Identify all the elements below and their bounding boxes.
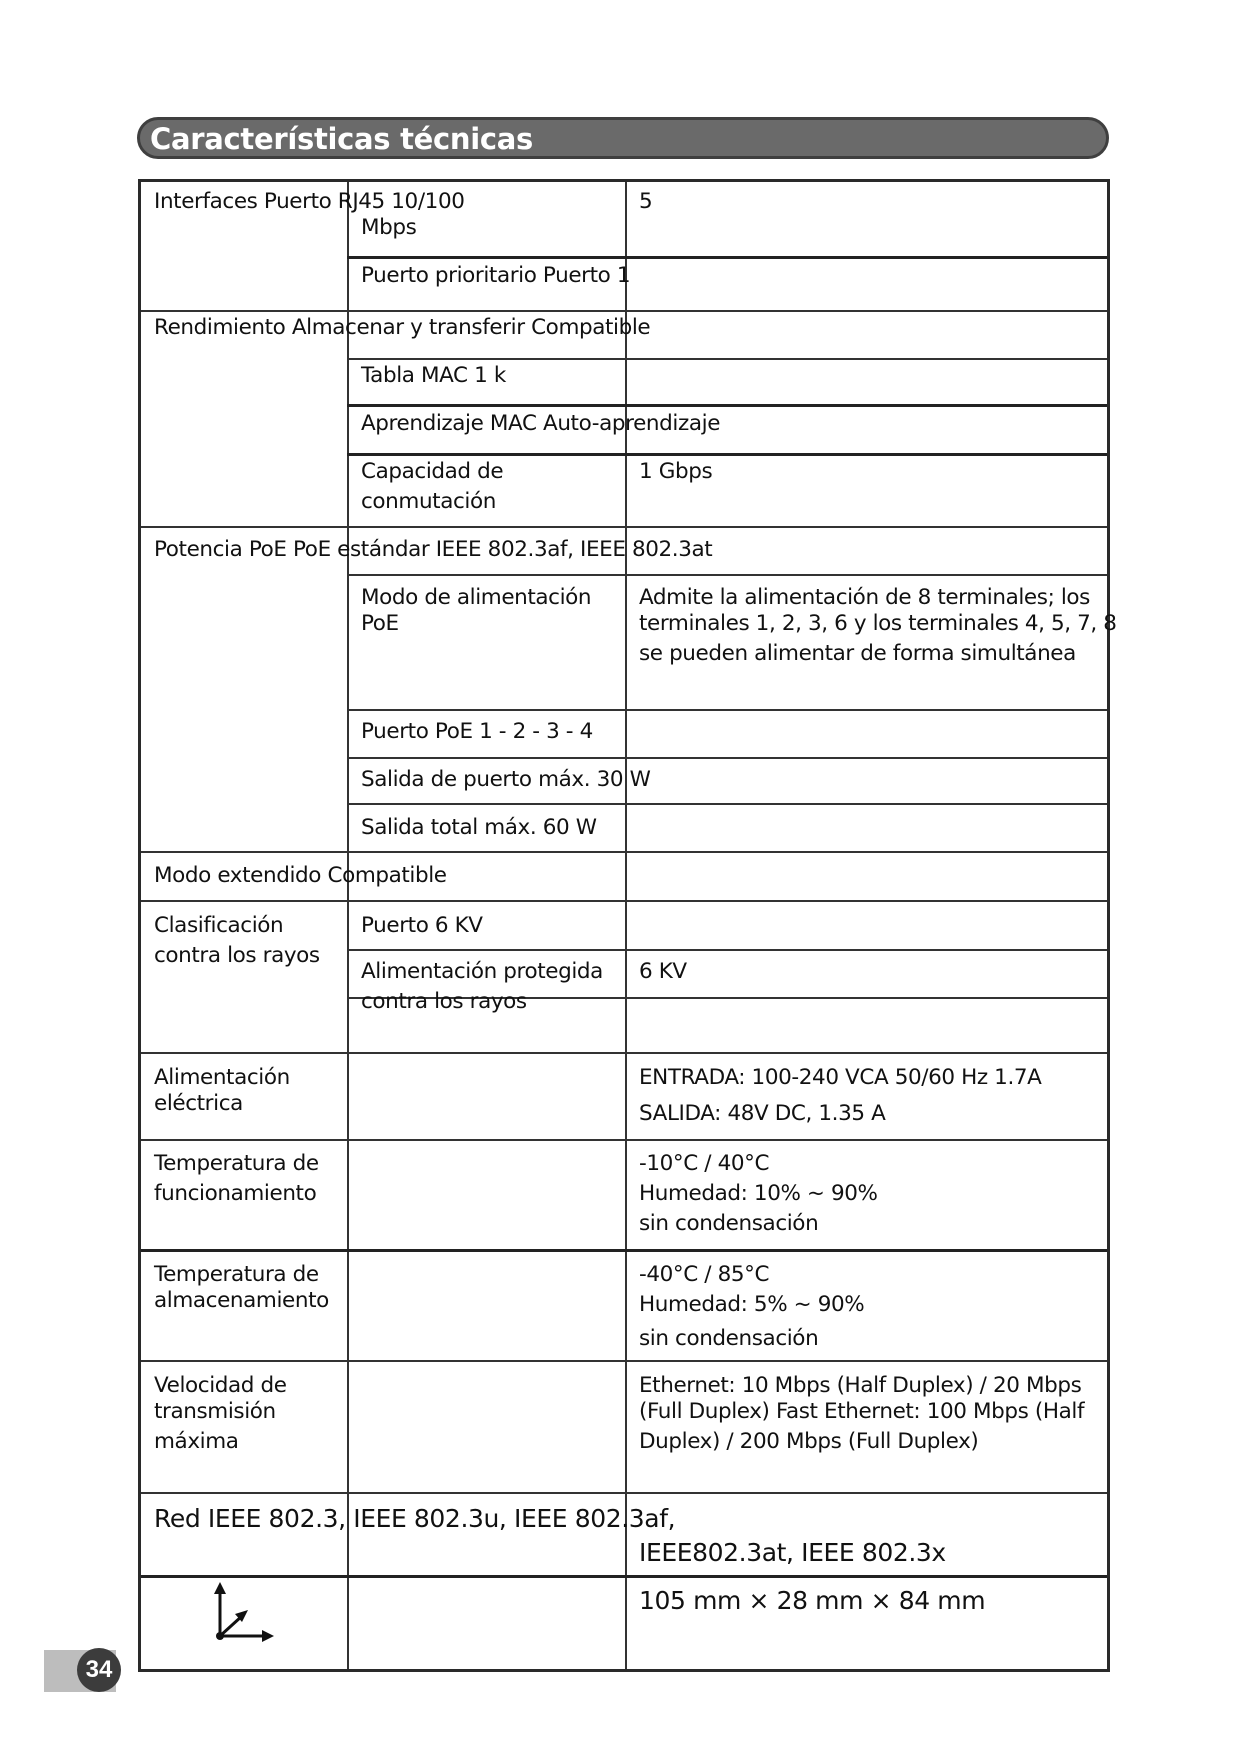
row-divider [141, 1139, 1107, 1141]
lightning-label-line2: contra los rayos [154, 943, 320, 968]
poe-total-output: Salida total máx. 60 W [361, 815, 597, 840]
speed-label-line1: Velocidad de [154, 1373, 287, 1398]
poe-mode-value-line2: terminales 1, 2, 3, 6 y los terminales 4, 5, 7, 8 [639, 611, 1117, 636]
page-number: 34 [77, 1648, 121, 1692]
section-header [137, 117, 1109, 159]
lightning-label-line1: Clasificación [154, 913, 284, 938]
row-divider [141, 1052, 1107, 1054]
row-divider [141, 1492, 1107, 1494]
mac-table: Tabla MAC 1 k [361, 363, 506, 388]
subrow-divider [347, 256, 1107, 259]
poe-port: Puerto PoE 1 - 2 - 3 - 4 [361, 719, 593, 744]
operating-temp-value-line2: Humedad: 10% ~ 90% [639, 1181, 878, 1206]
operating-temp-value-line1: -10°C / 40°C [639, 1151, 770, 1176]
lightning-power-value: 6 KV [639, 959, 687, 984]
power-supply-value-line2: SALIDA: 48V DC, 1.35 A [639, 1101, 886, 1126]
priority-port: Puerto prioritario Puerto 1 [361, 263, 631, 288]
operating-temp-label-line2: funcionamiento [154, 1181, 317, 1206]
speed-value-line3: Duplex) / 200 Mbps (Full Duplex) [639, 1429, 979, 1454]
lightning-power-line2: contra los rayos [361, 989, 527, 1014]
poe-mode-value-line1: Admite la alimentación de 8 terminales; los [639, 585, 1090, 610]
subrow-divider [347, 358, 1107, 360]
interfaces-sub1-line2: Mbps [361, 215, 417, 240]
power-supply-value-line1: ENTRADA: 100-240 VCA 50/60 Hz 1.7A [639, 1065, 1042, 1090]
row-divider [141, 1360, 1107, 1362]
network-label: Red IEEE 802.3, IEEE 802.3u, IEEE 802.3af, [154, 1504, 676, 1533]
speed-label-line3: máxima [154, 1429, 239, 1454]
subrow-divider [347, 803, 1107, 805]
power-supply-label-line2: eléctrica [154, 1091, 243, 1116]
speed-value-line2: (Full Duplex) Fast Ethernet: 100 Mbps (Half [639, 1399, 1085, 1424]
mac-learning: Aprendizaje MAC Auto-aprendizaje [361, 411, 721, 436]
dimensions-axis-icon [208, 1580, 278, 1648]
performance-label: Rendimiento Almacenar y transferir Compatible [154, 315, 651, 340]
storage-temp-value-line2: Humedad: 5% ~ 90% [639, 1292, 865, 1317]
power-supply-label-line1: Alimentación [154, 1065, 290, 1090]
row-divider [141, 1249, 1107, 1252]
subrow-divider [347, 757, 1107, 759]
storage-temp-value-line1: -40°C / 85°C [639, 1262, 770, 1287]
switching-capacity-line2: conmutación [361, 489, 496, 514]
row-divider [141, 1575, 1107, 1578]
poe-label: Potencia PoE PoE estándar IEEE 802.3af, IEEE 802.3at [154, 537, 713, 562]
subrow-divider [347, 453, 1107, 456]
operating-temp-label-line1: Temperatura de [154, 1151, 319, 1176]
storage-temp-value-line3: sin condensación [639, 1326, 819, 1351]
subrow-divider [347, 949, 1107, 951]
network-value-line2: IEEE802.3at, IEEE 802.3x [639, 1538, 946, 1567]
row-divider [141, 310, 1107, 312]
poe-mode-value-line3: se pueden alimentar de forma simultánea [639, 641, 1076, 666]
subrow-divider [347, 709, 1107, 711]
dimensions-value: 105 mm × 28 mm × 84 mm [639, 1586, 986, 1615]
poe-mode-line2: PoE [361, 611, 399, 636]
storage-temp-label-line2: almacenamiento [154, 1288, 329, 1313]
lightning-power-line1: Alimentación protegida [361, 959, 603, 984]
row-divider [141, 851, 1107, 853]
speed-value-line1: Ethernet: 10 Mbps (Half Duplex) / 20 Mbps [639, 1373, 1082, 1398]
extended-mode: Modo extendido Compatible [154, 863, 447, 888]
speed-label-line2: transmisión [154, 1399, 276, 1424]
lightning-port: Puerto 6 KV [361, 913, 483, 938]
operating-temp-value-line3: sin condensación [639, 1211, 819, 1236]
subrow-divider [347, 404, 1107, 407]
poe-mode-line1: Modo de alimentación [361, 585, 592, 610]
subrow-divider [347, 574, 1107, 576]
section-title: Características técnicas [150, 122, 533, 156]
row-divider [141, 900, 1107, 902]
interfaces-sub1-value: 5 [639, 189, 653, 214]
row-divider [141, 526, 1107, 528]
storage-temp-label-line1: Temperatura de [154, 1262, 319, 1287]
interfaces-label: Interfaces Puerto RJ45 10/100 [154, 189, 465, 214]
switching-capacity-line1: Capacidad de [361, 459, 504, 484]
switching-capacity-value: 1 Gbps [639, 459, 713, 484]
poe-port-output: Salida de puerto máx. 30 W [361, 767, 651, 792]
